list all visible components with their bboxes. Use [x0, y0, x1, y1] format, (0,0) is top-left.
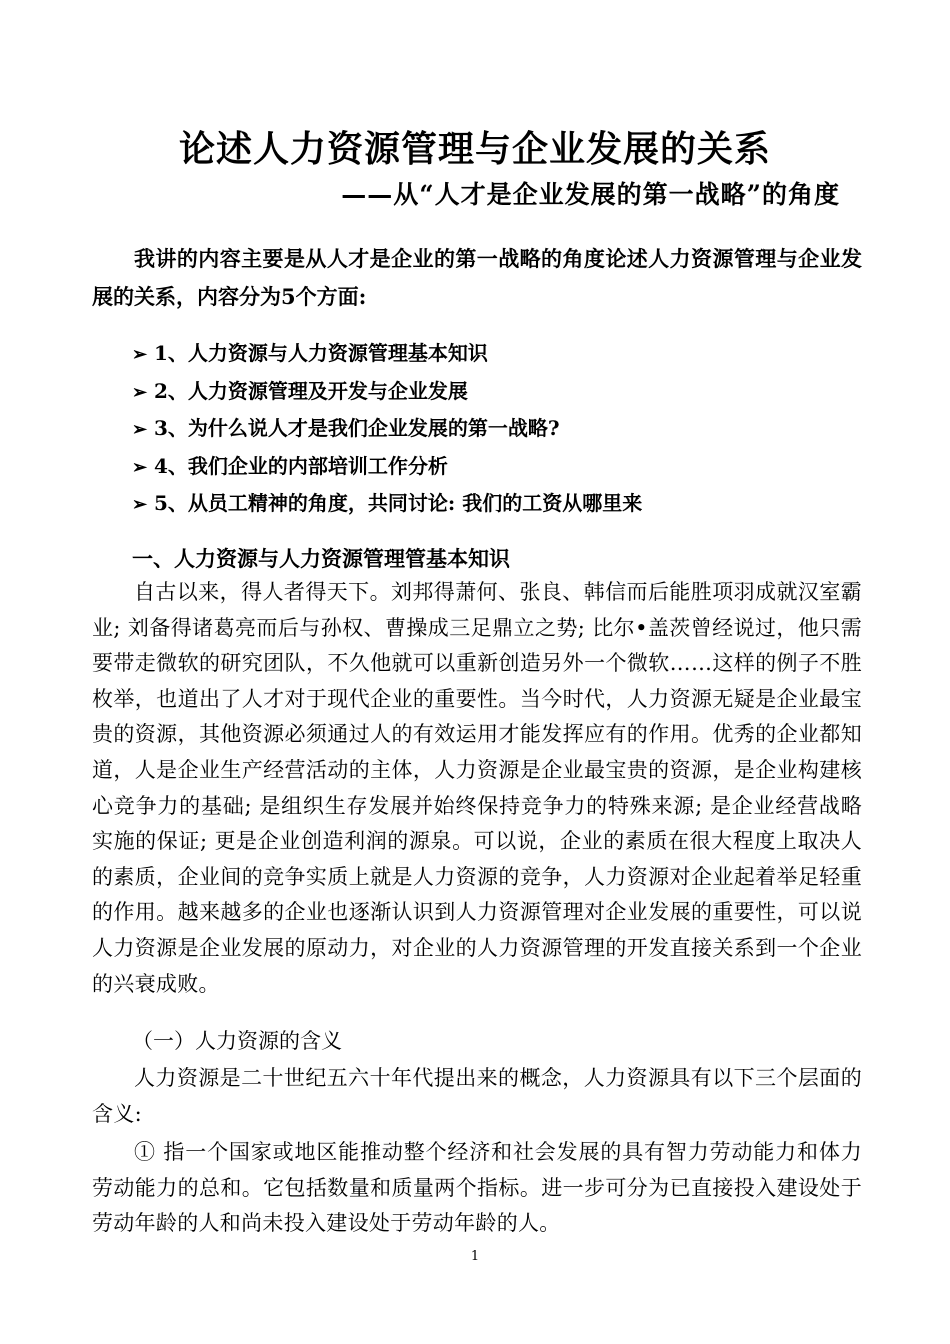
arrow-bullet-icon: ➢ — [132, 381, 148, 403]
outline-item — [132, 485, 642, 523]
outline-item — [132, 373, 642, 411]
arrow-bullet-icon: ➢ — [132, 456, 148, 478]
arrow-bullet-icon: ➢ — [132, 494, 148, 515]
intro-paragraph: 我讲的内容主要是从人才是企业的第一战略的角度论述人力资源管理与企业发展的关系，内容分为5个方面: — [92, 246, 862, 309]
arrow-bullet-icon: ➢ — [132, 344, 148, 365]
outline-item-text: 1、人力资源与人力资源管理基本知识 — [154, 341, 488, 365]
outline-item-text: 3、为什么说人才是我们企业发展的第一战略? — [154, 416, 560, 440]
outline-item — [132, 448, 642, 486]
outline-item — [132, 410, 642, 448]
body-paragraph: 自古以来，得人者得天下。刘邦得萧何、张良、韩信而后能胜项羽成就汉室霸业; 刘备得诸葛亮而后与孙权、曹操成三足鼎立之势; 比尔•盖茨曾经说过，他只需要带走微软的研究团队，不久他就可以重新创造另外一个微软……这样的例子不胜枚举，也道出了人才对于现代企业的重要性。当今时代，人力资源无疑是企业最宝贵的资源，其他资源必须通过人的有效运用才能发挥应有的作用。优秀的企业都知道，人是企业生产经营活动的主体，人力资源是企业最宝贵的资源，是企业构建核心竞争力的基础; 是组织生存发展并始终保持竞争力的特殊来源; 是企业经营战略实施的保证; 更是企业创造利润的源泉。可以说，企业的素质在很大程度上取决人的素质，企业间的竞争实质上就是人力资源的竞争，人力资源对企业起着举足轻重的作用。越来越多的企业也逐渐认识到人力资源管理对企业发展的重要性，可以说人力资源是企业发展的原动力，对企业的人力资源管理的开发直接关系到一个企业的兴衰成败。 — [92, 580, 862, 996]
page-number: 1 — [470, 1249, 480, 1264]
document-subtitle: ——从“人才是企业发展的第一战略”的角度 — [341, 180, 840, 209]
outline-item — [132, 335, 642, 373]
body-paragraph: 人力资源是二十世纪五六十年代提出来的概念，人力资源具有以下三个层面的含义: — [92, 1066, 862, 1126]
section-heading: 一、人力资源与人力资源管理管基本知识 — [132, 546, 510, 571]
document-title: 论述人力资源管理与企业发展的关系 — [178, 128, 771, 170]
outline-item-text: 2、人力资源管理及开发与企业发展 — [154, 378, 468, 403]
outline-item-text: 4、我们企业的内部培训工作分析 — [154, 453, 448, 478]
outline-item-text: 5、从员工精神的角度，共同讨论: 我们的工资从哪里来 — [154, 491, 643, 515]
arrow-bullet-icon: ➢ — [132, 419, 148, 440]
subsection-heading: （一）人力资源的含义 — [132, 1029, 342, 1053]
outline-list — [132, 335, 642, 523]
numbered-point: ① 指一个国家或地区能推动整个经济和社会发展的具有智力劳动能力和体力劳动能力的总和。它包括数量和质量两个指标。进一步可分为已直接投入建设处于劳动年龄的人和尚未投入建设处于劳动年龄的人。 — [92, 1140, 862, 1236]
